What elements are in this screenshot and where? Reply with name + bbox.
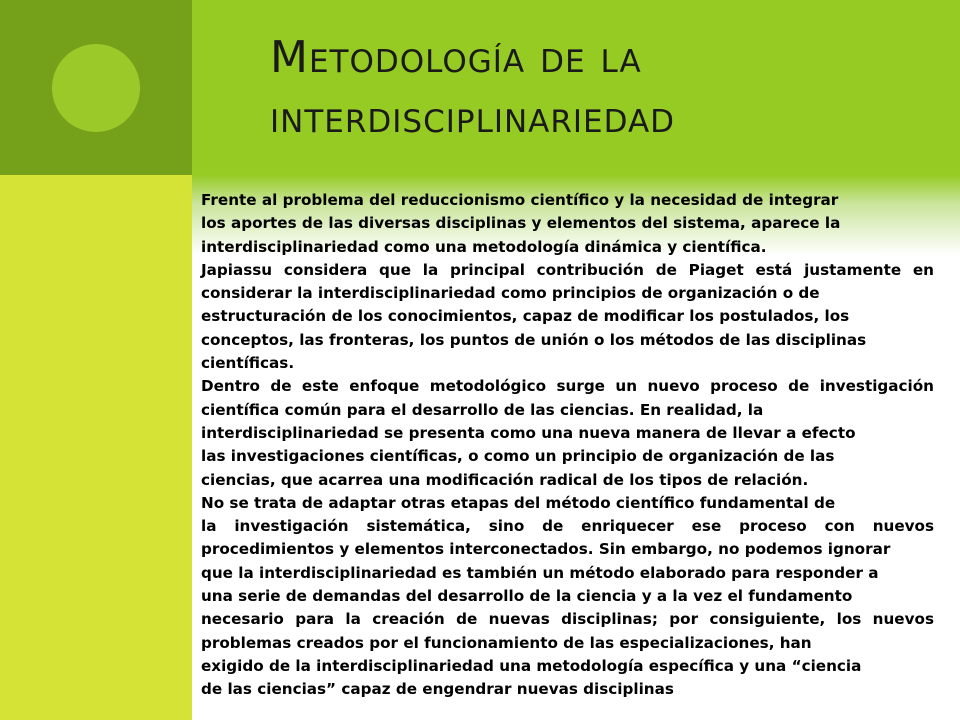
- body-line: No se trata de adaptar otras etapas del método científico fundamental de: [201, 493, 836, 512]
- body-line: los aportes de las diversas disciplinas y elementos del sistema, aparece la: [201, 214, 841, 233]
- left-bottom-panel: [0, 175, 192, 720]
- slide-title-line-1: Metodología de la: [270, 32, 642, 83]
- body-line: necesario para la creación de nuevas disciplinas; por consiguiente, los nuevos: [201, 610, 934, 629]
- decorative-circle: [52, 44, 140, 132]
- slide-body-text: [201, 189, 934, 702]
- body-line: considerar la interdisciplinariedad como principios de organización o de: [201, 284, 820, 303]
- body-line: Frente al problema del reduccionismo científico y la necesidad de integrar: [201, 191, 839, 209]
- body-line: que la interdisciplinariedad es también un método elaborado para responder a: [201, 563, 879, 582]
- body-line: procedimientos y elementos interconectados. Sin embargo, no podemos ignorar: [201, 540, 891, 559]
- body-line: estructuración de los conocimientos, capaz de modificar los postulados, los: [201, 307, 850, 326]
- body-line: Dentro de este enfoque metodológico surge un nuevo proceso de investigación: [201, 377, 934, 396]
- body-line: conceptos, las fronteras, los puntos de unión o los métodos de las disciplinas: [201, 330, 867, 349]
- body-line: una serie de demandas del desarrollo de la ciencia y a la vez el fundamento: [201, 587, 853, 606]
- body-line: de las ciencias” capaz de engendrar nuevas disciplinas: [201, 680, 674, 699]
- body-line: interdisciplinariedad como una metodología dinámica y científica.: [201, 237, 767, 256]
- body-line: científicas.: [201, 354, 295, 373]
- body-line: interdisciplinariedad se presenta como una nueva manera de llevar a efecto: [201, 423, 856, 442]
- slide-title: [270, 28, 930, 148]
- body-line: la investigación sistemática, sino de enriquecer ese proceso con nuevos: [201, 517, 934, 536]
- body-line: científica común para el desarrollo de las ciencias. En realidad, la: [201, 400, 764, 419]
- body-line: Japiassu considera que la principal contribución de Piaget está justamente en: [201, 260, 934, 279]
- slide-title-line-2: interdisciplinariedad: [270, 92, 676, 143]
- body-line: las investigaciones científicas, o como un principio de organización de las: [201, 447, 835, 466]
- body-line: ciencias, que acarrea una modificación radical de los tipos de relación.: [201, 470, 809, 489]
- body-line: problemas creados por el funcionamiento de las especializaciones, han: [201, 633, 812, 652]
- body-line: exigido de la interdisciplinariedad una metodología específica y una “ciencia: [201, 656, 862, 675]
